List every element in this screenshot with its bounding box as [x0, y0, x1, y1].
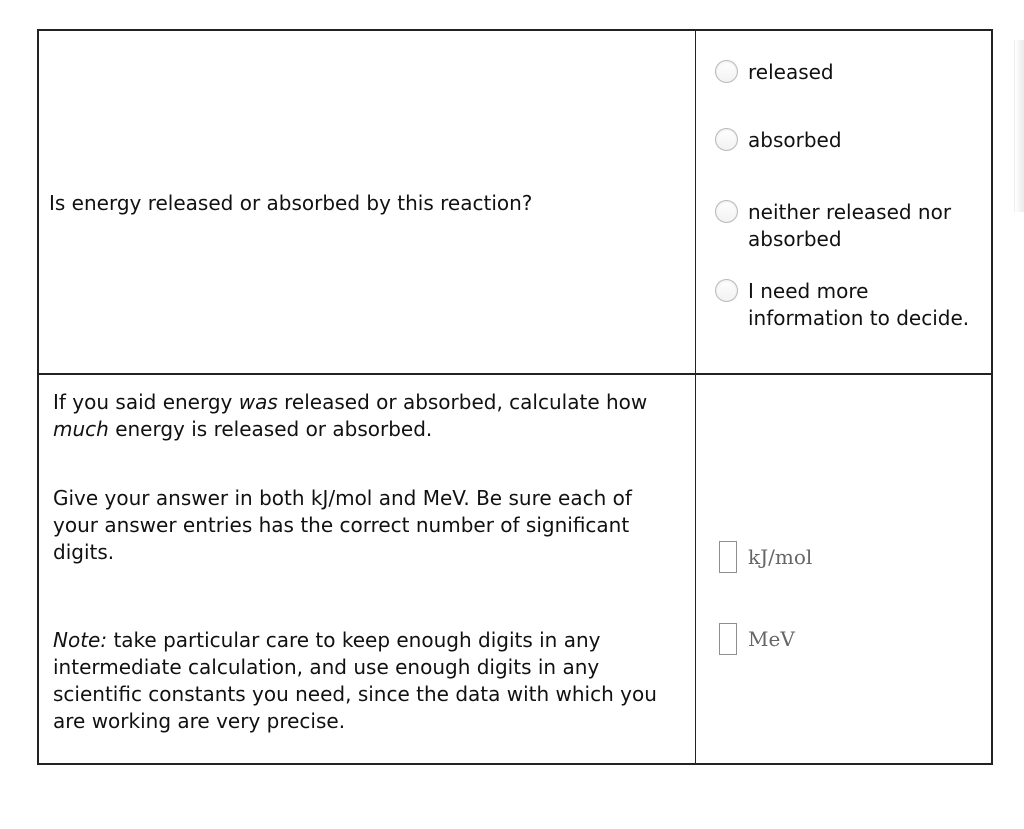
mev-unit-label: MeV: [748, 627, 795, 651]
option-label-released: released: [748, 60, 834, 84]
note-label: Note:: [53, 628, 108, 652]
radio-absorbed[interactable]: [715, 128, 738, 151]
instruction-text-3: energy is released or absorbed.: [108, 417, 433, 441]
units-instructions: Give your answer in both kJ/mol and MeV. Be sure each of your answer entries has the correct number of significant digits.: [53, 486, 632, 564]
option-label-neither: neither released nor absorbed: [748, 200, 952, 251]
emphasis-much: much: [53, 417, 109, 441]
option-label-absorbed: absorbed: [748, 128, 842, 152]
kjmol-input[interactable]: [719, 541, 737, 573]
instruction-text-1: If you said energy: [53, 390, 239, 414]
calculation-instructions: [53, 389, 683, 443]
column-divider: [695, 31, 696, 763]
side-panel-edge: [1014, 40, 1024, 212]
kjmol-unit-label: kJ/mol: [748, 545, 813, 569]
radio-need-more-info[interactable]: [715, 279, 738, 302]
emphasis-was: was: [238, 390, 278, 414]
precision-note: [53, 627, 683, 735]
radio-released[interactable]: [715, 60, 738, 83]
instruction-text-2: released or absorbed, calculate how: [277, 390, 648, 414]
row-divider: [39, 373, 991, 375]
radio-neither[interactable]: [715, 200, 738, 223]
note-text: take particular care to keep enough digits in any intermediate calculation, and use enough digits in any scientific constants you need, since the data with which you are working are very precise.: [53, 628, 657, 733]
option-label-need-more-info: I need more information to decide.: [748, 279, 970, 330]
question-table: [37, 29, 993, 765]
mev-input[interactable]: [719, 623, 737, 655]
energy-question-prompt: Is energy released or absorbed by this reaction?: [49, 191, 533, 215]
